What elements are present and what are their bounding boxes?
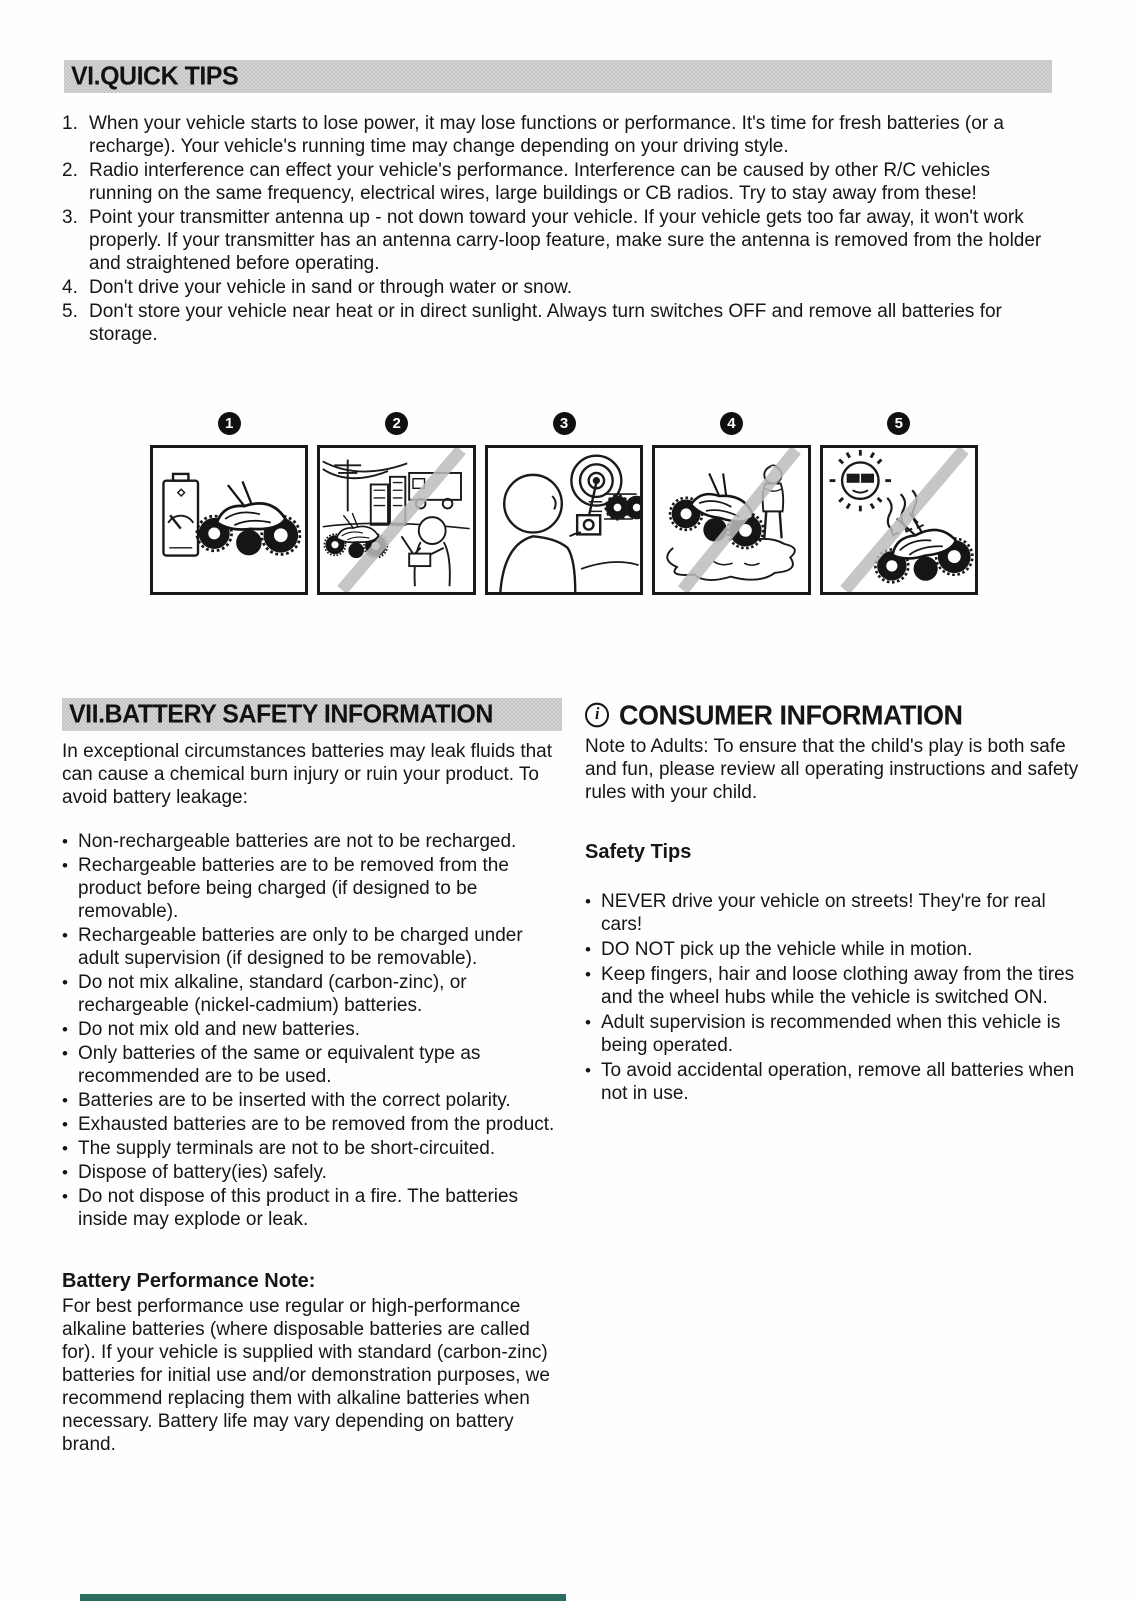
bottom-accent-bar [80,1594,566,1601]
figure-2 [317,412,475,595]
battery-safety-bullet: • Rechargeable batteries are only to be charged under adult supervision (if designed to be removable). [62,924,564,970]
safety-tips-list [585,890,1085,1105]
quick-tip-item: Don't store your vehicle near heat or in direct sunlight. Always turn switches OFF and remove all batteries for storage. [89,301,1002,345]
figure-2-number-badge: 2 [385,412,408,435]
consumer-information-title: CONSUMER INFORMATION [619,699,963,731]
battery-performance-note-body: For best performance use regular or high-performance alkaline batteries (where disposable batteries are called for). If your vehicle is supplied with standard (carbon-zinc) batteries for initial use and/or demonstration purposes, we recommend replacing them with alkaline batteries when necessary. Battery life may vary depending on battery brand. [62,1296,550,1455]
battery-safety-bullet: • Only batteries of the same or equivalent type as recommended are to be used. [62,1042,564,1088]
figure-3 [485,412,643,595]
battery-safety-section [62,698,564,1456]
no-heat-sunlight-illustration [820,445,978,595]
figure-1-number-badge: 1 [218,412,241,435]
figure-4-number-badge: 4 [720,412,743,435]
section-vii-title: VII.BATTERY SAFETY INFORMATION [69,699,493,729]
quick-tips-list [62,112,1054,347]
battery-safety-bullet-list [62,830,564,1231]
quick-tip-item: Don't drive your vehicle in sand or through water or snow. [89,277,573,298]
battery-safety-intro: In exceptional circumstances batteries may leak fluids that can cause a chemical burn injury or ruin your product. To avoid battery leakage: [62,741,553,808]
no-sand-water-snow-illustration [652,445,810,595]
section-vi-title: VI.QUICK TIPS [71,61,239,91]
radio-interference-city-illustration [317,445,475,595]
figure-4 [652,412,810,595]
battery-safety-bullet: • Rechargeable batteries are to be removed from the product before being charged (if designed to be removable). [62,854,564,923]
figure-3-number-badge: 3 [553,412,576,435]
battery-performance-note-title: Battery Performance Note: [62,1270,316,1292]
consumer-information-heading [585,697,1085,732]
battery-safety-bullet: • Do not dispose of this product in a fire. The batteries inside may explode or leak. [62,1185,564,1231]
battery-safety-bullet: • Batteries are to be inserted with the correct polarity. [62,1089,564,1112]
battery-safety-bullet: • Do not mix alkaline, standard (carbon-zinc), or rechargeable (nickel-cadmium) batteries. [62,971,564,1017]
section-vi-header-bar [64,60,1052,93]
figure-5 [820,412,978,595]
safety-tip: • Adult supervision is recommended when this vehicle is being operated. [585,1011,1085,1057]
info-icon [585,703,609,728]
safety-tip: • NEVER drive your vehicle on streets! They're for real cars! [585,890,1085,936]
note-to-adults: Note to Adults: To ensure that the child's play is both safe and fun, please review all operating instructions and safety rules with your child. [585,736,1079,803]
antenna-up-signal-illustration [485,445,643,595]
quick-tip-item: When your vehicle starts to lose power, it may lose functions or performance. It's time for fresh batteries (or a recharge). Your vehicle's running time may change depending on your driving style. [89,113,1004,157]
low-battery-vehicle-illustration [150,445,308,595]
safety-tip: • DO NOT pick up the vehicle while in motion. [585,938,1085,961]
safety-tips-title: Safety Tips [585,841,692,863]
safety-tip: • To avoid accidental operation, remove all batteries when not in use. [585,1059,1085,1105]
battery-safety-bullet: • The supply terminals are not to be short-circuited. [62,1137,564,1160]
safety-tip: • Keep fingers, hair and loose clothing away from the tires and the wheel hubs while the vehicle is switched ON. [585,963,1085,1009]
section-vii-header-bar [62,698,562,731]
battery-safety-bullet: • Non-rechargeable batteries are not to be recharged. [62,830,564,853]
quick-tip-item: Radio interference can effect your vehicle's performance. Interference can be caused by other R/C vehicles running on the same frequency, electrical wires, large buildings or CB radios. Try to stay away from these! [89,160,990,204]
battery-safety-bullet: • Do not mix old and new batteries. [62,1018,564,1041]
battery-safety-bullet: • Exhausted batteries are to be removed from the product. [62,1113,564,1136]
consumer-information-section [585,698,1085,1107]
battery-safety-bullet: • Dispose of battery(ies) safely. [62,1161,564,1184]
figure-1 [150,412,308,595]
figure-5-number-badge: 5 [887,412,910,435]
quick-tip-item: Point your transmitter antenna up - not down toward your vehicle. If your vehicle gets too far away, it won't work properly. If your transmitter has an antenna carry-loop feature, make sure the antenna is removed from the holder and straightened before operating. [89,207,1042,274]
figure-strip [150,412,978,595]
